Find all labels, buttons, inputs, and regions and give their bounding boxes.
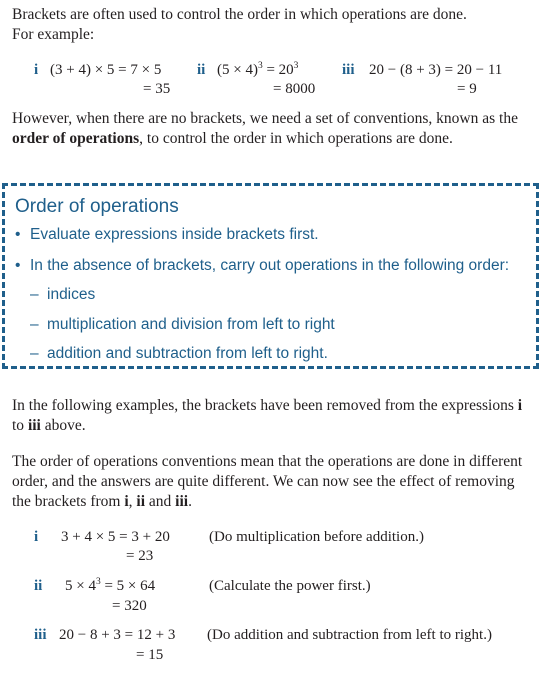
worked-label-i: i — [34, 529, 39, 545]
worked-iii-line-1: 20 − 8 + 3 = 12 + 3 — [59, 627, 176, 643]
worked-i-line-1: 3 + 4 × 5 = 3 + 20 — [61, 529, 170, 545]
order-of-operations-term: order of operations — [12, 130, 140, 147]
example-ii-line-1: $(5 \times 4)^3 = 20^3$ — [217, 61, 299, 78]
example-i-line-2: = 35 — [143, 81, 171, 97]
example-label-iii: iii — [342, 62, 355, 78]
bullet-icon: • — [15, 257, 21, 274]
example-ii-line-2: = 8000 — [273, 81, 316, 97]
dash-icon: – — [30, 316, 39, 333]
box-subitem-1: – indices — [30, 286, 96, 303]
example-iii-line-1: 20 − (8 + 3) = 20 − 11 — [369, 62, 503, 78]
example-iii-line-2: = 9 — [457, 81, 477, 97]
box-bullet-1: • Evaluate expressions inside brackets first. — [15, 226, 319, 243]
worked-ii-note: (Calculate the power first.) — [209, 578, 371, 594]
worked-i-note: (Do multiplication before addition.) — [209, 529, 424, 545]
example-label-i: i — [34, 62, 39, 78]
worked-label-iii: iii — [34, 627, 47, 643]
conventions-effect-paragraph: The order of operations conventions mean that the operations are done in different order, and the answers are quite different. We can now see the effect of removing the brackets from i, ii and iii. — [12, 453, 523, 510]
box-bullet-2: • In the absence of brackets, carry out operations in the following order: — [15, 257, 510, 274]
examples-intro-paragraph: In the following examples, the brackets have been removed from the expressions i to iii above. — [12, 397, 523, 434]
box-subitem-3: – addition and subtraction from left to right. — [30, 345, 328, 362]
intro-line-2: For example: — [12, 26, 95, 43]
intro-line-1: Brackets are often used to control the order in which operations are done. — [12, 6, 467, 23]
example-label-ii: ii — [197, 62, 206, 78]
box-subitem-2: – multiplication and division from left to right — [30, 316, 335, 333]
dash-icon: – — [30, 286, 39, 303]
worked-ii-line-2: = 320 — [112, 598, 147, 614]
dash-icon: – — [30, 345, 39, 362]
worked-label-ii: ii — [34, 578, 43, 594]
box-title: Order of operations — [15, 196, 179, 217]
worked-i-line-2: = 23 — [126, 548, 154, 564]
worked-ii-line-1: $5 \times 4^3 = 5 \times 64$ — [65, 577, 156, 594]
bullet-icon: • — [15, 226, 21, 243]
worked-iii-line-2: = 15 — [136, 647, 164, 663]
order-of-operations-box — [2, 183, 539, 369]
exponent: 3 — [293, 61, 299, 71]
worked-iii-note: (Do addition and subtraction from left to right.) — [207, 627, 492, 643]
example-i-line-1: (3 + 4) × 5 = 7 × 5 — [50, 62, 162, 78]
conventions-paragraph: However, when there are no brackets, we need a set of conventions, known as the order of operations, to control the order in which operations are done. — [12, 110, 518, 147]
exponent: 3 — [95, 577, 101, 587]
exponent: 3 — [257, 61, 263, 71]
